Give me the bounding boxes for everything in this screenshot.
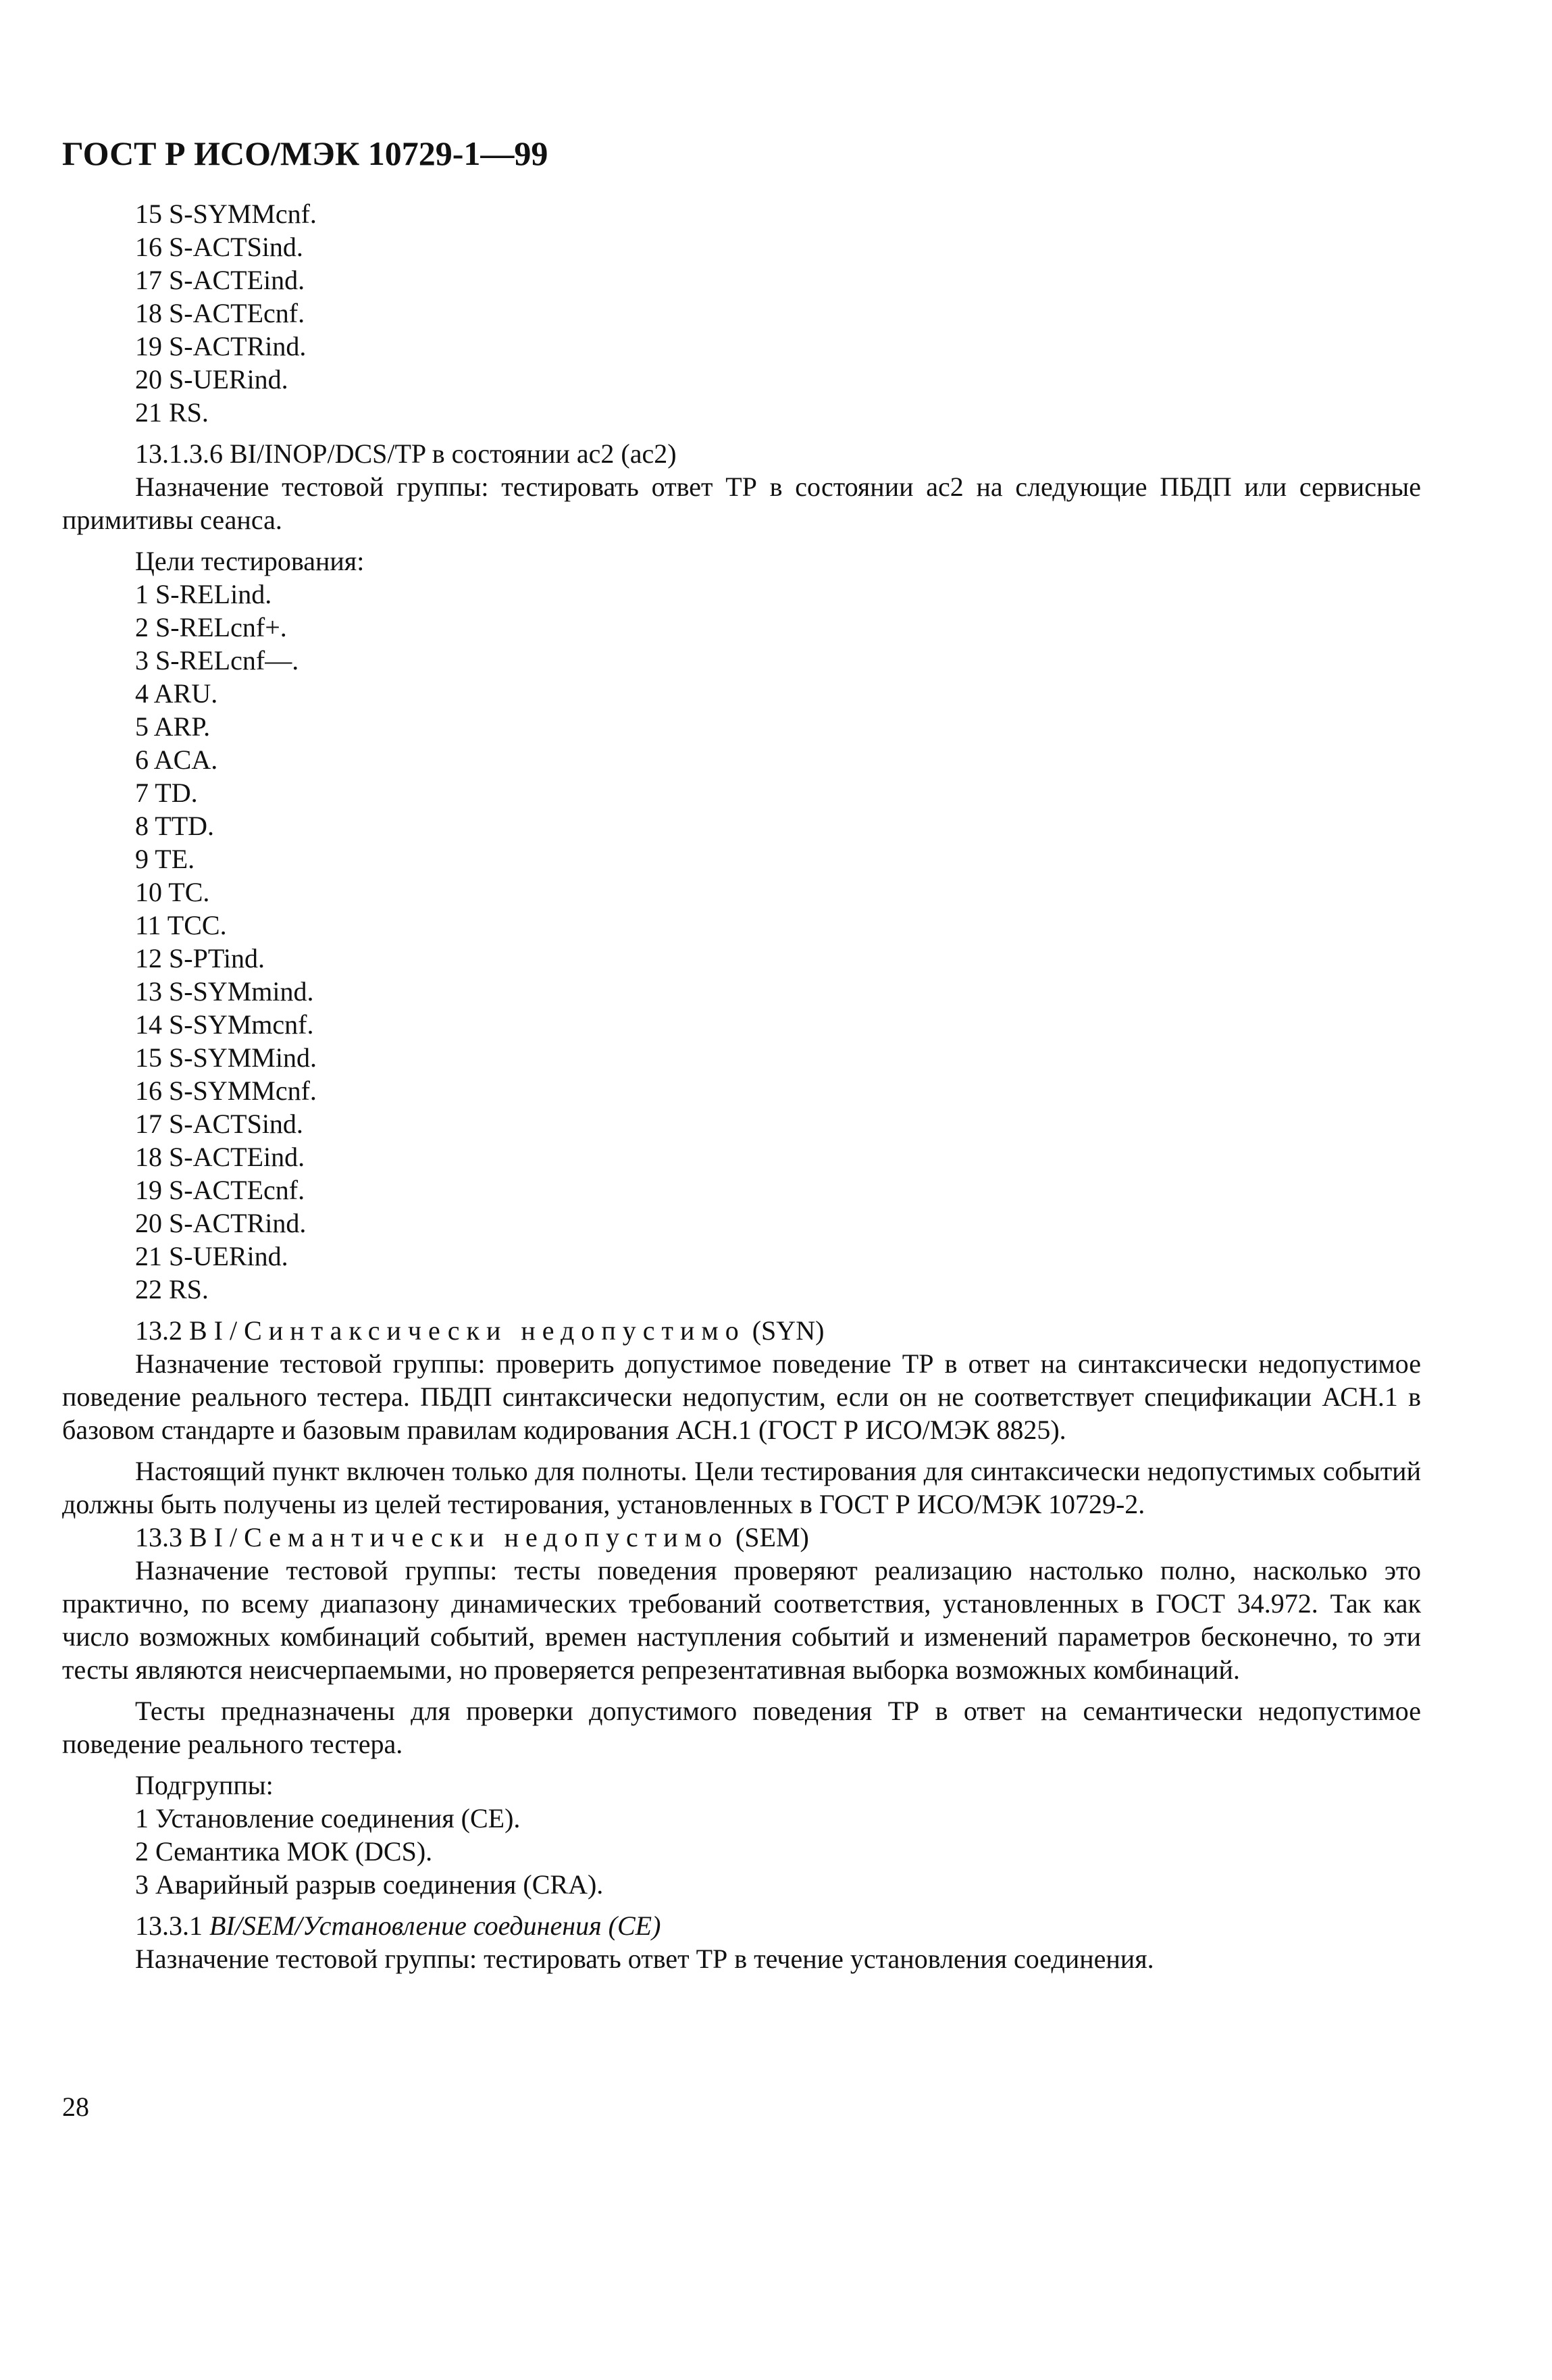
list-item: 3 S-RELcnf—. bbox=[135, 645, 299, 676]
list-item: 17 S-ACTEind. bbox=[135, 265, 305, 295]
list-item: 8 TTD. bbox=[135, 811, 215, 841]
section-133-paragraph: Назначение тестовой группы: тесты поведения проверяют реализацию настолько полно, насколько это практично, по всему диапазону динамических требований соответствия, установленных в ГОСТ 34.972. Так как число возможных комбинаций событий, времен наступления событий и изменений параметров бесконечно, то эти тесты являются неисчерпаемыми, но проверяется репрезентативная выборка возможных комбинаций. bbox=[62, 1555, 1421, 1685]
list-item: 1 Установление соединения (CE). bbox=[135, 1803, 521, 1833]
list-item: 17 S-ACTSind. bbox=[135, 1109, 303, 1139]
section-number: 13.3 bbox=[135, 1522, 182, 1552]
list-item: 16 S-SYMMcnf. bbox=[135, 1075, 317, 1106]
section-heading-1331 bbox=[62, 1909, 1421, 1942]
page-number: 28 bbox=[62, 2092, 89, 2122]
list-item: 18 S-ACTEcnf. bbox=[135, 298, 305, 328]
continued-goals-list bbox=[62, 197, 1421, 429]
list-item: 2 S-RELcnf+. bbox=[135, 612, 287, 642]
section-number: 13.3.1 bbox=[135, 1910, 203, 1941]
list-item: 19 S-ACTEcnf. bbox=[135, 1175, 305, 1205]
list-item: 9 TE. bbox=[135, 844, 195, 874]
section-heading-133 bbox=[62, 1521, 1421, 1554]
section-number: 13.2 bbox=[135, 1315, 182, 1346]
goals-label: Цели тестирования: bbox=[135, 546, 365, 576]
document-header: ГОСТ Р ИСО/МЭК 10729-1—99 bbox=[62, 134, 548, 172]
section-13136-purpose: Назначение тестовой группы: тестировать ответ ТР в состоянии ac2 на следующие ПБДП или сервисные примитивы сеанса. bbox=[62, 472, 1421, 535]
subgroups-label: Подгруппы: bbox=[135, 1770, 274, 1800]
list-item: 15 S-SYMMind. bbox=[135, 1042, 317, 1073]
list-item: 20 S-UERind. bbox=[135, 364, 288, 395]
list-item: 3 Аварийный разрыв соединения (CRA). bbox=[135, 1869, 604, 1900]
list-item: 22 RS. bbox=[135, 1274, 209, 1305]
list-item: 7 TD. bbox=[135, 778, 198, 808]
section-heading-13136: 13.1.3.6 BI/INOP/DCS/TP в состоянии ac2 (ac2) bbox=[135, 438, 677, 469]
list-item: 5 ARP. bbox=[135, 711, 211, 742]
section-heading-132 bbox=[62, 1314, 1421, 1347]
list-item: 4 ARU. bbox=[135, 678, 218, 709]
list-item: 10 TC. bbox=[135, 877, 210, 907]
list-item: 12 S-PTind. bbox=[135, 943, 265, 973]
list-item: 11 TCC. bbox=[135, 910, 227, 940]
section-1331-purpose: Назначение тестовой группы: тестировать ответ ТР в течение установления соединения. bbox=[135, 1944, 1154, 1974]
list-item: 21 S-UERind. bbox=[135, 1241, 288, 1271]
section-133-paragraph: Тесты предназначены для проверки допустимого поведения ТР в ответ на семантически недопустимое поведение реального тестера. bbox=[62, 1696, 1421, 1759]
list-item: 21 RS. bbox=[135, 397, 209, 428]
document-body bbox=[62, 197, 1421, 1975]
section-title: BI/Семантически недопустимо bbox=[189, 1522, 729, 1552]
list-item: 16 S-ACTSind. bbox=[135, 232, 303, 262]
list-item: 2 Семантика МОК (DCS). bbox=[135, 1836, 433, 1867]
subgroups-list bbox=[62, 1802, 1421, 1901]
list-item: 19 S-ACTRind. bbox=[135, 331, 307, 361]
goals-list bbox=[62, 578, 1421, 1306]
list-item: 6 ACA. bbox=[135, 744, 218, 775]
section-title-tail: (SYN) bbox=[752, 1315, 825, 1346]
section-title: BI/SEM/Установление соединения (CE) bbox=[209, 1910, 661, 1941]
list-item: 15 S-SYMMcnf. bbox=[135, 199, 317, 229]
section-132-paragraph: Назначение тестовой группы: проверить допустимое поведение ТР в ответ на синтаксически недопустимое поведение реального тестера. ПБДП синтаксически недопустим, если он не соответствует спецификации АСН.1 в базовом стандарте и базовым правилам кодирования АСН.1 (ГОСТ Р ИСО/МЭК 8825). bbox=[62, 1348, 1421, 1445]
section-title-tail: (SEM) bbox=[735, 1522, 809, 1552]
list-item: 20 S-ACTRind. bbox=[135, 1208, 307, 1238]
list-item: 18 S-ACTEind. bbox=[135, 1142, 305, 1172]
section-132-paragraph: Настоящий пункт включен только для полноты. Цели тестирования для синтаксически недопустимых событий должны быть получены из целей тестирования, установленных в ГОСТ Р ИСО/МЭК 10729-2. bbox=[62, 1456, 1421, 1519]
list-item: 13 S-SYMmind. bbox=[135, 976, 314, 1007]
list-item: 1 S-RELind. bbox=[135, 579, 272, 609]
list-item: 14 S-SYMmcnf. bbox=[135, 1009, 314, 1040]
section-title: BI/Синтаксически недопустимо bbox=[189, 1315, 746, 1346]
